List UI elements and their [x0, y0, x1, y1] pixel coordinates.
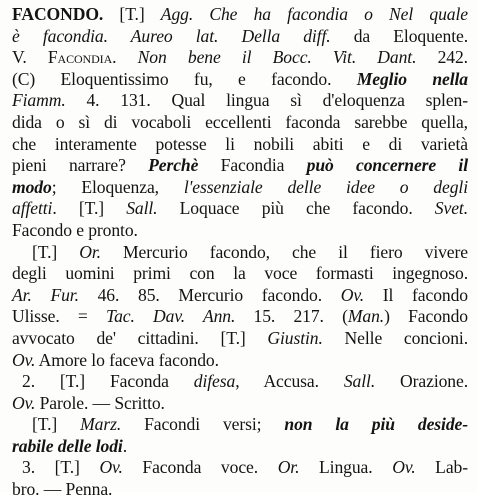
entry-text-segment: , Accusa.: [235, 371, 344, 392]
entry-line: [12, 350, 468, 372]
entry-line: [12, 26, 468, 48]
entry-text-segment: Loquace più che facondo.: [157, 198, 435, 219]
entry-text-segment: avvocato de' cittadini. [T.]: [12, 327, 268, 348]
entry-text-segment: Mercurio facondo, che il fiero vivere: [100, 241, 468, 262]
entry-text-segment: Ar. Fur.: [12, 284, 79, 305]
entry-text-segment: Facondo e pronto.: [12, 219, 138, 240]
entry-text-segment: 3. [T.]: [22, 457, 100, 478]
entry-text-segment: ) Facondo: [384, 306, 468, 327]
entry-text-segment: 4. 131. Qual lingua sì d'eloquenza splen-: [65, 90, 468, 111]
entry-text-segment: FACONDO.: [12, 4, 104, 24]
entry-text-segment: Ulisse. =: [12, 306, 106, 327]
entry-line: [12, 177, 468, 199]
entry-line: [12, 90, 468, 112]
entry-text-segment: 15. 217. (: [235, 306, 348, 327]
entry-line: [12, 47, 468, 69]
entry-text-segment: 2. [T.] Faconda: [22, 371, 194, 392]
entry-text-segment: 242.: [416, 47, 468, 68]
entry-text-segment: Il facondo: [364, 284, 468, 305]
entry-line: [12, 263, 468, 285]
entry-text-segment: Perchè: [148, 155, 199, 176]
entry-text-segment: Ov.: [392, 457, 416, 478]
entry-text-segment: non la più deside-: [284, 414, 468, 435]
entry-text-segment: può concernere il: [306, 155, 469, 176]
entry-text-segment: Ov.: [99, 457, 123, 478]
entry-line: [12, 285, 468, 307]
entry-text-segment: Non bene il Bocc. Vit. Dant.: [137, 47, 417, 68]
entry-line: [12, 242, 468, 264]
entry-line: [12, 4, 468, 26]
entry-text-segment: rabile delle lodi: [12, 435, 123, 456]
entry-text-segment: [T.]: [32, 241, 80, 262]
entry-line: [12, 198, 468, 220]
entry-line: [12, 112, 468, 134]
entry-text-segment: Marz.: [80, 414, 122, 435]
entry-text-segment: V.: [12, 47, 48, 68]
entry-text-segment: .: [112, 47, 138, 68]
entry-text-segment: Svet.: [434, 198, 468, 219]
entry-text-segment: Sall.: [343, 371, 376, 392]
entry-text-segment: [T.]: [103, 4, 161, 24]
entry-line: [12, 479, 468, 501]
entry-text-segment: Faconda voce.: [122, 457, 278, 478]
entry-text-segment: da Eloquente.: [330, 25, 468, 46]
entry-line: [12, 371, 468, 393]
entry-text-segment: 46. 85. Mercurio facondo.: [78, 284, 341, 305]
entry-text-segment: Man.: [347, 306, 385, 327]
entry-text-segment: Lingua.: [299, 457, 393, 478]
entry-line: [12, 220, 468, 242]
entry-text-segment: Facondia: [198, 155, 307, 176]
entry-text-segment: Amore lo faceva facondo.: [35, 349, 219, 370]
entry-text-segment: Ov.: [12, 349, 36, 370]
entry-line: [12, 414, 468, 436]
entry-line: [12, 69, 468, 91]
entry-text-segment: Facondi versi;: [121, 414, 285, 435]
entry-text-segment: Or.: [277, 457, 300, 478]
entry-text-segment: è facondia. Aureo lat. Della diff.: [12, 25, 331, 46]
entry-text-segment: (C) Eloquentissimo fu, e facondo.: [12, 68, 357, 89]
entry-text-segment: difesa: [193, 371, 236, 392]
entry-text-segment: degli uomini primi con la voce formasti ingegnoso.: [12, 263, 468, 284]
entry-line: [12, 306, 468, 328]
entry-line: [12, 155, 468, 177]
entry-text-segment: Lab-: [415, 457, 468, 478]
entry-text-segment: ; Eloquenza,: [51, 176, 184, 197]
entry-line: [12, 328, 468, 350]
entry-text-segment: che interamente potesse li nobili abiti e di varietà: [12, 133, 468, 154]
entry-text-segment: bro. — Penna.: [12, 479, 113, 500]
entry-text-segment: Sall.: [126, 198, 158, 219]
entry-text-segment: Facondia: [47, 47, 113, 68]
entry-text-segment: l'essenziale delle idee o degli: [183, 176, 468, 197]
entry-line: [12, 393, 468, 415]
entry-text-segment: Ov.: [340, 284, 365, 305]
entry-text-segment: Meglio nella: [356, 68, 468, 89]
entry-text-segment: Agg. Che ha facondia o Nel quale: [160, 4, 468, 24]
entry-text-segment: modo: [12, 176, 52, 197]
entry-text-segment: Nelle concioni.: [322, 327, 468, 348]
entry-text-segment: affetti: [12, 198, 53, 219]
entry-text-segment: Tac. Dav. Ann.: [106, 306, 236, 327]
entry-text-segment: Fiamm.: [12, 90, 66, 111]
entry-text-segment: Orazione.: [375, 371, 469, 392]
entry-line: [12, 457, 468, 479]
dictionary-entry-facondo: [12, 4, 468, 501]
entry-text-segment: Or.: [79, 241, 101, 262]
entry-text-segment: Parole. — Scritto.: [35, 392, 165, 413]
entry-text-segment: [T.]: [32, 414, 81, 435]
entry-text-segment: dida o sì di vocaboli eccellenti faconda sarebbe quella,: [12, 111, 468, 132]
entry-line: [12, 134, 468, 156]
entry-text-segment: pieni narrare?: [12, 155, 149, 176]
entry-line: [12, 436, 468, 458]
entry-text-segment: Giustin.: [267, 327, 323, 348]
entry-text-segment: . [T.]: [52, 198, 127, 219]
entry-text-segment: Ov.: [12, 392, 36, 413]
entry-text-segment: .: [122, 435, 127, 456]
